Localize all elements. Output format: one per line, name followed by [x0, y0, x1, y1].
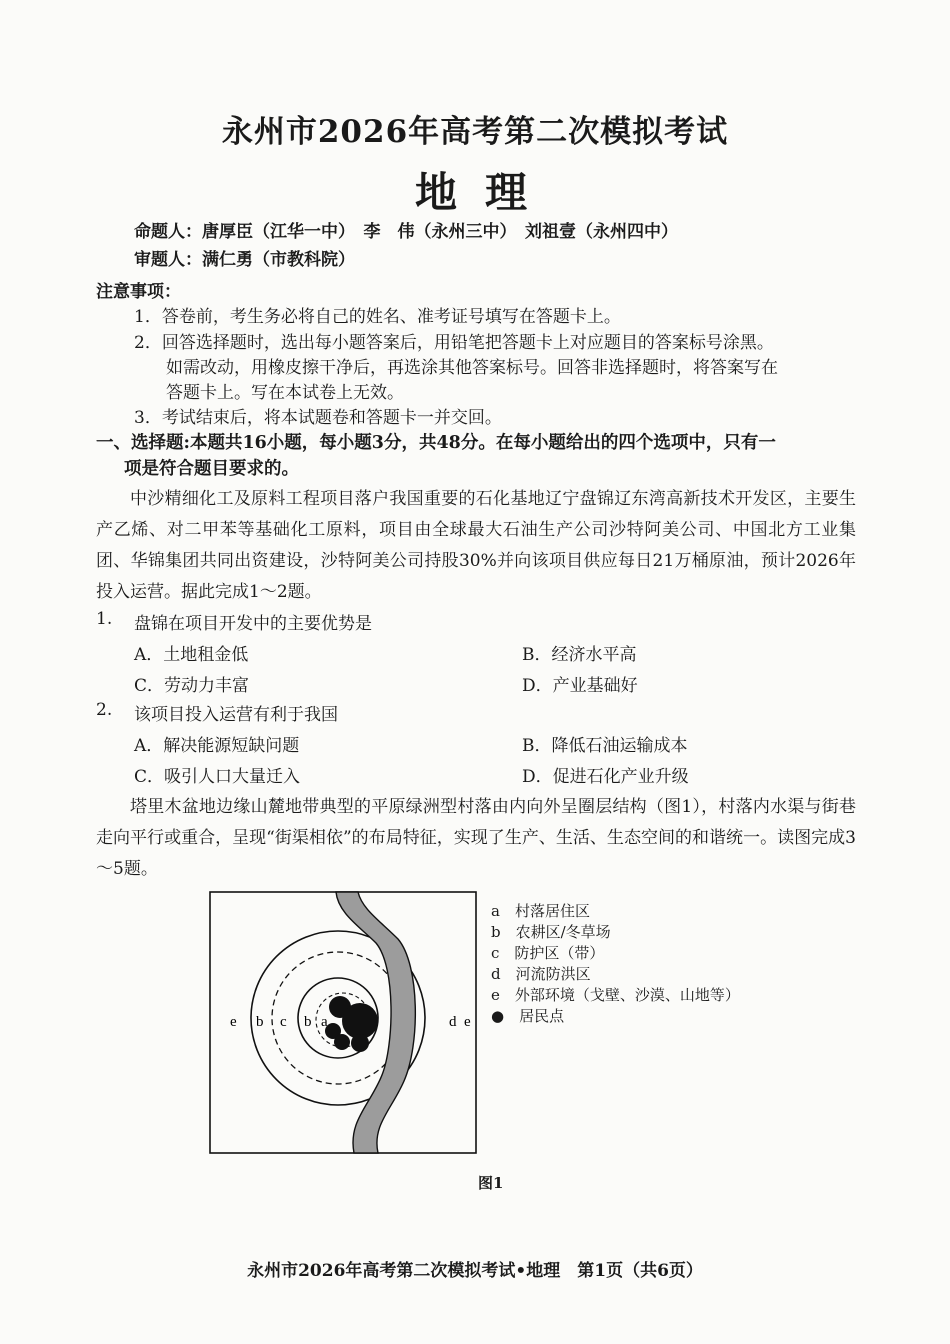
- legend-text: 农耕区/冬草场: [515, 923, 611, 941]
- ring-label: e: [464, 1014, 471, 1030]
- q1-option-b: B．经济水平高: [522, 645, 637, 665]
- notice-item: 1．答卷前，考生务必将自己的姓名、准考证号填写在答题卡上。: [134, 307, 621, 327]
- notice-item: 3．考试结束后，将本试题卷和答题卡一并交回。: [134, 408, 502, 428]
- residential-dot: [351, 1034, 369, 1052]
- residential-dot: [342, 1003, 378, 1039]
- exam-title: 永州市2026年高考第二次模拟考试: [221, 114, 729, 150]
- ring-label: b: [256, 1014, 264, 1030]
- ring-label: c: [280, 1014, 287, 1030]
- notice-item: 2．回答选择题时，选出每小题答案后，用铅笔把答题卡上对应题目的答案标号涂黑。: [134, 333, 774, 353]
- ring-label: b: [304, 1014, 312, 1030]
- legend-text: 河流防洪区: [515, 965, 591, 983]
- legend: [491, 901, 740, 1027]
- legend-text: 防护区（带）: [514, 944, 605, 962]
- legend-key: d: [491, 965, 501, 983]
- subject-title: 地理: [414, 168, 555, 217]
- q1-option-a: A．土地租金低: [134, 645, 249, 665]
- legend-dot-icon: ●: [491, 1007, 505, 1025]
- section-heading: 一、选择题:本题共16小题，每小题3分，共48分。在每小题给出的四个选项中，只有一: [96, 433, 776, 453]
- q2-option-a: A．解决能源短缺问题: [134, 736, 300, 756]
- question-2-stem: 该项目投入运营有利于我国: [134, 705, 338, 725]
- legend-text: 居民点: [519, 1007, 565, 1025]
- q2-option-d: D．促进石化产业升级: [522, 767, 689, 787]
- q1-option-d: D．产业基础好: [522, 676, 638, 696]
- notice-item-cont: 如需改动，用橡皮擦干净后，再选涂其他答案标号。回答非选择题时，将答案写在: [166, 358, 778, 378]
- question-number: 2.: [96, 700, 113, 720]
- question-1-stem: 盘锦在项目开发中的主要优势是: [134, 614, 372, 634]
- section-heading-cont: 项是符合题目要求的。: [124, 459, 299, 479]
- figure-1-diagram: [200, 885, 490, 1165]
- legend-key: e: [491, 986, 500, 1004]
- authors-line: 命题人：唐厚臣（江华一中） 李 伟（永州三中） 刘祖壹（永州四中）: [134, 222, 678, 242]
- page-footer: 永州市2026年高考第二次模拟考试•地理 第1页（共6页）: [247, 1261, 703, 1281]
- legend-item-b: [491, 922, 740, 943]
- notice-heading: 注意事项：: [96, 282, 181, 302]
- legend-item-e: [491, 985, 740, 1006]
- reviewer-line: 审题人：满仁勇（市教科院）: [134, 250, 355, 270]
- passage-2: 塔里木盆地边缘山麓地带典型的平原绿洲型村落由内向外呈圈层结构（图1），村落内水渠与街巷走向平行或重合，呈现“街渠相依”的布局特征，实现了生产、生活、生态空间的和谐统一。读图完成3～5题。: [96, 797, 856, 879]
- dashed-ring: [272, 952, 404, 1084]
- ring-label: e: [230, 1014, 237, 1030]
- q2-option-b: B．降低石油运输成本: [522, 736, 688, 756]
- notice-item-cont: 答题卡上。写在本试卷上无效。: [166, 383, 404, 403]
- question-number: 1.: [96, 609, 113, 629]
- legend-key: c: [491, 944, 500, 962]
- legend-item-c: [491, 943, 740, 964]
- figure-caption: 图1: [478, 1174, 504, 1192]
- legend-item-dot: [491, 1006, 740, 1027]
- legend-item-d: [491, 964, 740, 985]
- q1-option-c: C．劳动力丰富: [134, 676, 250, 696]
- ring-label: d: [449, 1014, 457, 1030]
- q2-option-c: C．吸引人口大量迁入: [134, 767, 301, 787]
- legend-key: a: [491, 902, 500, 920]
- legend-item-a: [491, 901, 740, 922]
- legend-key: b: [491, 923, 501, 941]
- legend-text: 村落居住区: [514, 902, 590, 920]
- residential-dot: [334, 1034, 350, 1050]
- ring-label: a: [321, 1014, 328, 1030]
- legend-text: 外部环境（戈壁、沙漠、山地等）: [514, 986, 740, 1004]
- passage-1: 中沙精细化工及原料工程项目落户我国重要的石化基地辽宁盘锦辽东湾高新技术开发区，主要生产乙烯、对二甲苯等基础化工原料，项目由全球最大石油生产公司沙特阿美公司、中国北方工业集团、华锦集团共同出资建设，沙特阿美公司持股30%并向该项目供应每日21万桶原油，预计2026年投入运营。据此完成1～2题。: [96, 489, 856, 602]
